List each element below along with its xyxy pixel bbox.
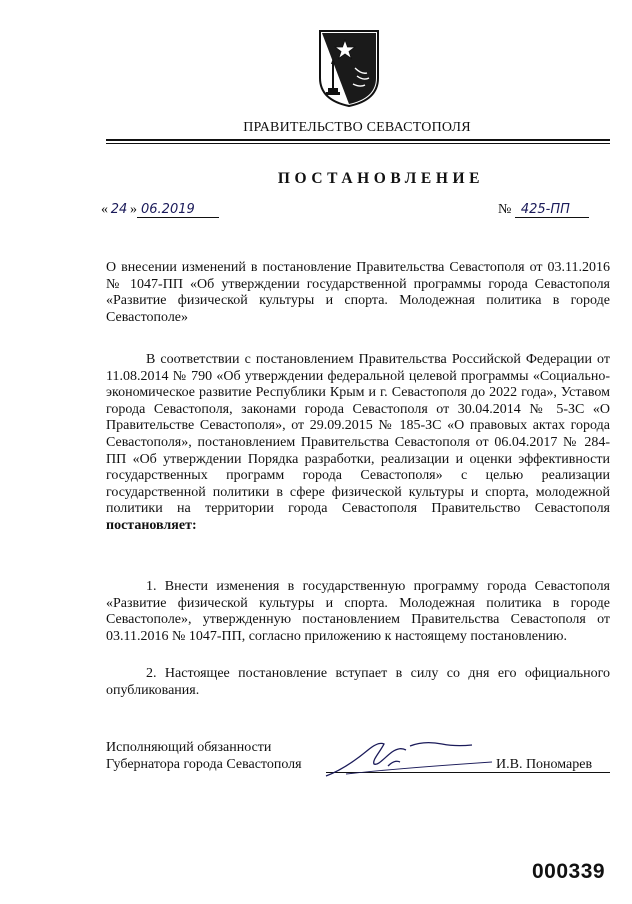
preamble — [106, 352, 610, 535]
date-open-quote: « — [101, 202, 108, 217]
date-day: 24 — [110, 202, 128, 217]
document-type: ПОСТАНОВЛЕНИЕ — [277, 170, 485, 187]
signer-name: И.В. Пономарев — [496, 757, 593, 772]
government-name: ПРАВИТЕЛЬСТВО СЕВАСТОПОЛЯ — [243, 120, 471, 135]
date-month-year: 06.2019 — [137, 202, 219, 218]
signatory-position-line-2: Губернатора города Севастополя — [106, 757, 302, 772]
header-rule-thick — [106, 139, 610, 141]
resolution-item: 1. Внести изменения в государственную программу города Севастополя «Развитие физической культуры и спорта. Молодежная политика в городе Севастополе», утвержденную постановлением Правительства Севастополя от 03.11.2016 № 1047-ПП, согласно приложению к настоящему постановлению. — [106, 579, 610, 644]
date-close-quote: » — [130, 202, 137, 217]
resolution-item: 2. Настоящее постановление вступает в силу со дня его официального опубликования. — [106, 666, 610, 698]
handwritten-signature — [322, 736, 512, 782]
document-date — [101, 202, 219, 220]
preamble-resolves: постановляет: — [106, 517, 197, 533]
document-subject: О внесении изменений в постановление Правительства Севастополя от 03.11.2016 № 1047-ПП «Об утверждении государственной программы города Севастополя «Развитие физической культуры и спорта. Молодежная политика в городе Севастополе» — [106, 260, 610, 325]
signatory-position-line-1: Исполняющий обязанности — [106, 740, 272, 755]
number-prefix: № — [498, 202, 512, 217]
coat-of-arms-icon — [317, 28, 381, 108]
header-rule-thin — [106, 143, 610, 144]
serial-number: 000339 — [532, 860, 606, 883]
preamble-text: В соответствии с постановлением Правительства Российской Федерации от 11.08.2014 № 790 «Об утверждении федеральной целевой программы «Социально-экономическое развитие Республики Крым и г. Севастополя до 2022 года», Уставом города Севастополя, законами города Севастополя от 30.04.2014 № 5-ЗС «О Правительстве Севастополя», от 29.09.2015 № 185-ЗС «О правовых актах города Севастополя», постановлением Правительства Севастополя от 06.04.2017 № 284-ПП «Об утверждении Порядка разработки, реализации и оценки эффективности государственных программ города Севастополя» с целью реализации государственной политики в сфере физической культуры и спорта, молодежной политики на территории города Севастополя Правительство Севастополя — [106, 352, 610, 517]
number-value: 425-ПП — [515, 202, 589, 218]
document-number — [498, 202, 589, 220]
